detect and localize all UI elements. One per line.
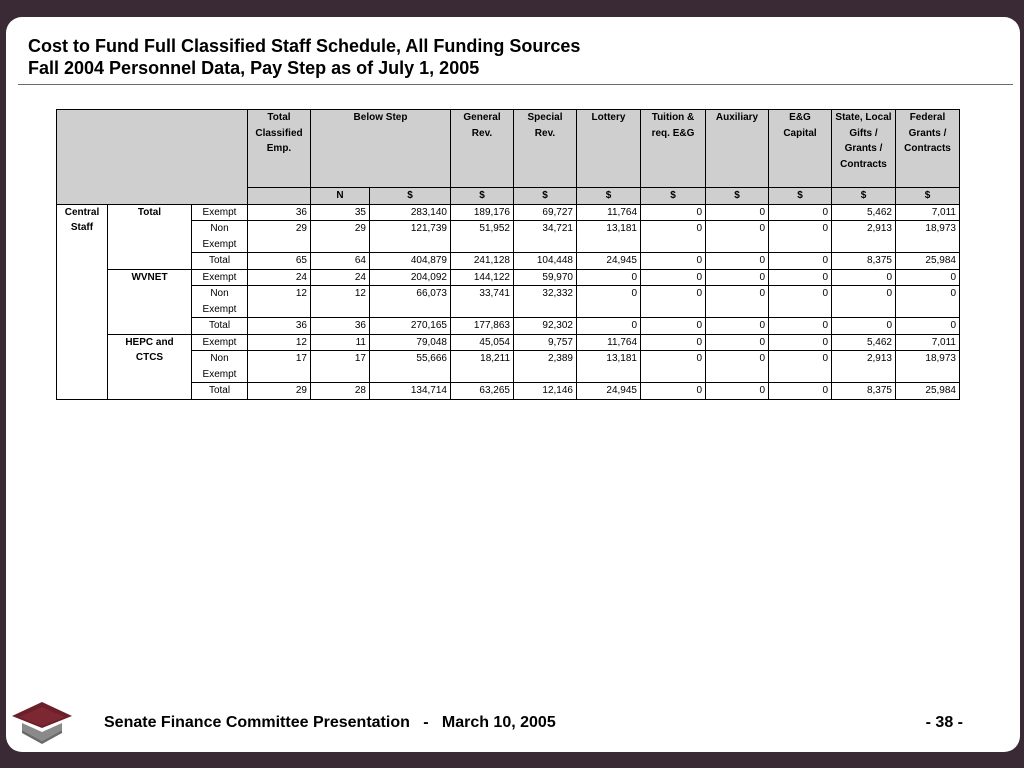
table-cell: 59,970 xyxy=(514,269,577,286)
table-cell: 0 xyxy=(706,334,769,351)
row-category: Exempt xyxy=(192,334,248,351)
table-row xyxy=(57,334,960,351)
table-cell: 25,984 xyxy=(896,383,960,400)
table-cell: 33,741 xyxy=(451,286,514,318)
subheader-cell: $ xyxy=(451,188,514,205)
table-row xyxy=(57,204,960,221)
table-cell: 204,092 xyxy=(370,269,451,286)
table-cell: 29 xyxy=(311,221,370,253)
table-cell: 12 xyxy=(248,286,311,318)
subheader-total-blank xyxy=(248,188,311,205)
subheader-cell: $ xyxy=(641,188,706,205)
table-cell: 0 xyxy=(832,318,896,335)
subgroup-label: WVNET xyxy=(108,269,192,334)
table-cell: 13,181 xyxy=(577,351,641,383)
table-cell: 0 xyxy=(769,351,832,383)
table-cell: 8,375 xyxy=(832,253,896,270)
table-cell: 34,721 xyxy=(514,221,577,253)
table-row xyxy=(57,351,960,383)
table-cell: 0 xyxy=(641,318,706,335)
table-cell: 63,265 xyxy=(451,383,514,400)
table-cell: 0 xyxy=(641,351,706,383)
title-line-1: Cost to Fund Full Classified Staff Schedule, All Funding Sources xyxy=(28,36,581,56)
table-cell: 28 xyxy=(311,383,370,400)
table-cell: 0 xyxy=(769,204,832,221)
subheader-cell: $ xyxy=(832,188,896,205)
row-category: Non Exempt xyxy=(192,221,248,253)
row-group-label: Central Staff xyxy=(57,204,108,399)
subheader-cell: $ xyxy=(577,188,641,205)
table-cell: 32,332 xyxy=(514,286,577,318)
header-state-local: State, Local Gifts / Grants / Contracts xyxy=(832,110,896,188)
table-cell: 29 xyxy=(248,221,311,253)
table-cell: 64 xyxy=(311,253,370,270)
row-category: Non Exempt xyxy=(192,351,248,383)
table-cell: 121,739 xyxy=(370,221,451,253)
table-cell: 66,073 xyxy=(370,286,451,318)
subgroup-label: HEPC and CTCS xyxy=(108,334,192,399)
subheader-cell: N xyxy=(311,188,370,205)
table-cell: 0 xyxy=(706,269,769,286)
table-cell: 0 xyxy=(706,286,769,318)
table-cell: 2,913 xyxy=(832,221,896,253)
header-eg-capital: E&G Capital xyxy=(769,110,832,188)
row-category: Total xyxy=(192,383,248,400)
header-total-classified: Total Classified Emp. xyxy=(248,110,311,188)
table-cell: 0 xyxy=(641,286,706,318)
row-category: Total xyxy=(192,318,248,335)
table-cell: 0 xyxy=(706,221,769,253)
table-cell: 18,973 xyxy=(896,351,960,383)
table-row xyxy=(57,383,960,400)
subgroup-label: Total xyxy=(108,204,192,269)
table-cell: 17 xyxy=(248,351,311,383)
table-cell: 36 xyxy=(248,204,311,221)
header-auxiliary: Auxiliary xyxy=(706,110,769,188)
table-cell: 0 xyxy=(832,286,896,318)
table-cell: 0 xyxy=(769,286,832,318)
table-cell: 0 xyxy=(769,221,832,253)
table-cell: 24,945 xyxy=(577,383,641,400)
table-cell: 18,211 xyxy=(451,351,514,383)
table-cell: 0 xyxy=(769,269,832,286)
table-cell: 12,146 xyxy=(514,383,577,400)
table-cell: 65 xyxy=(248,253,311,270)
table-cell: 270,165 xyxy=(370,318,451,335)
table-cell: 35 xyxy=(311,204,370,221)
table-cell: 12 xyxy=(248,334,311,351)
table-cell: 55,666 xyxy=(370,351,451,383)
table-row xyxy=(57,286,960,318)
table-cell: 104,448 xyxy=(514,253,577,270)
table-cell: 25,984 xyxy=(896,253,960,270)
table-cell: 29 xyxy=(248,383,311,400)
table-row xyxy=(57,221,960,253)
table-cell: 0 xyxy=(641,383,706,400)
cost-table xyxy=(56,109,960,400)
table-cell: 12 xyxy=(311,286,370,318)
header-row xyxy=(57,110,960,188)
table-row xyxy=(57,269,960,286)
page-number: - 38 - xyxy=(925,714,963,731)
table-row xyxy=(57,253,960,270)
table-cell: 0 xyxy=(706,351,769,383)
title-divider xyxy=(18,84,1013,85)
header-special-rev: Special Rev. xyxy=(514,110,577,188)
table-cell: 0 xyxy=(896,318,960,335)
table-cell: 177,863 xyxy=(451,318,514,335)
subheader-cell: $ xyxy=(769,188,832,205)
header-tuition: Tuition & req. E&G xyxy=(641,110,706,188)
table-cell: 17 xyxy=(311,351,370,383)
table-cell: 189,176 xyxy=(451,204,514,221)
table-cell: 7,011 xyxy=(896,334,960,351)
table-cell: 18,973 xyxy=(896,221,960,253)
table-cell: 79,048 xyxy=(370,334,451,351)
row-category: Non Exempt xyxy=(192,286,248,318)
table-cell: 9,757 xyxy=(514,334,577,351)
table-cell: 0 xyxy=(577,286,641,318)
footer-presentation-label: Senate Finance Committee Presentation - March 10, 2005 xyxy=(104,714,556,731)
title-line-2: Fall 2004 Personnel Data, Pay Step as of July 1, 2005 xyxy=(28,58,480,78)
graduation-cap-icon xyxy=(10,699,74,745)
table-cell: 24 xyxy=(248,269,311,286)
table-cell: 0 xyxy=(641,204,706,221)
table-row xyxy=(57,318,960,335)
data-table-container xyxy=(56,109,960,400)
table-cell: 51,952 xyxy=(451,221,514,253)
table-cell: 5,462 xyxy=(832,334,896,351)
table-cell: 5,462 xyxy=(832,204,896,221)
table-cell: 283,140 xyxy=(370,204,451,221)
table-cell: 0 xyxy=(641,334,706,351)
table-cell: 0 xyxy=(641,269,706,286)
table-cell: 0 xyxy=(896,269,960,286)
header-lottery: Lottery xyxy=(577,110,641,188)
table-cell: 0 xyxy=(769,334,832,351)
table-cell: 0 xyxy=(641,221,706,253)
header-blank xyxy=(57,110,248,205)
table-cell: 404,879 xyxy=(370,253,451,270)
table-cell: 11,764 xyxy=(577,334,641,351)
table-cell: 92,302 xyxy=(514,318,577,335)
table-cell: 0 xyxy=(832,269,896,286)
table-cell: 2,913 xyxy=(832,351,896,383)
subheader-cell: $ xyxy=(514,188,577,205)
table-cell: 24 xyxy=(311,269,370,286)
header-federal: Federal Grants / Contracts xyxy=(896,110,960,188)
table-cell: 0 xyxy=(706,253,769,270)
table-cell: 0 xyxy=(706,318,769,335)
subheader-cell: $ xyxy=(370,188,451,205)
table-cell: 0 xyxy=(577,269,641,286)
slide-title xyxy=(28,35,580,79)
table-cell: 45,054 xyxy=(451,334,514,351)
table-cell: 36 xyxy=(248,318,311,335)
table-cell: 0 xyxy=(706,204,769,221)
subheader-cell: $ xyxy=(896,188,960,205)
table-cell: 0 xyxy=(577,318,641,335)
slide xyxy=(6,17,1020,752)
table-cell: 144,122 xyxy=(451,269,514,286)
table-cell: 7,011 xyxy=(896,204,960,221)
table-cell: 36 xyxy=(311,318,370,335)
table-cell: 11 xyxy=(311,334,370,351)
table-cell: 0 xyxy=(769,253,832,270)
table-cell: 8,375 xyxy=(832,383,896,400)
table-cell: 0 xyxy=(641,253,706,270)
table-cell: 0 xyxy=(769,318,832,335)
header-general-rev: General Rev. xyxy=(451,110,514,188)
row-category: Exempt xyxy=(192,269,248,286)
table-cell: 0 xyxy=(896,286,960,318)
subheader-cell: $ xyxy=(706,188,769,205)
table-cell: 13,181 xyxy=(577,221,641,253)
table-cell: 241,128 xyxy=(451,253,514,270)
table-cell: 134,714 xyxy=(370,383,451,400)
table-cell: 0 xyxy=(769,383,832,400)
row-category: Total xyxy=(192,253,248,270)
table-cell: 0 xyxy=(706,383,769,400)
header-below-step: Below Step xyxy=(311,110,451,188)
row-category: Exempt xyxy=(192,204,248,221)
table-cell: 2,389 xyxy=(514,351,577,383)
table-cell: 24,945 xyxy=(577,253,641,270)
table-cell: 11,764 xyxy=(577,204,641,221)
table-cell: 69,727 xyxy=(514,204,577,221)
